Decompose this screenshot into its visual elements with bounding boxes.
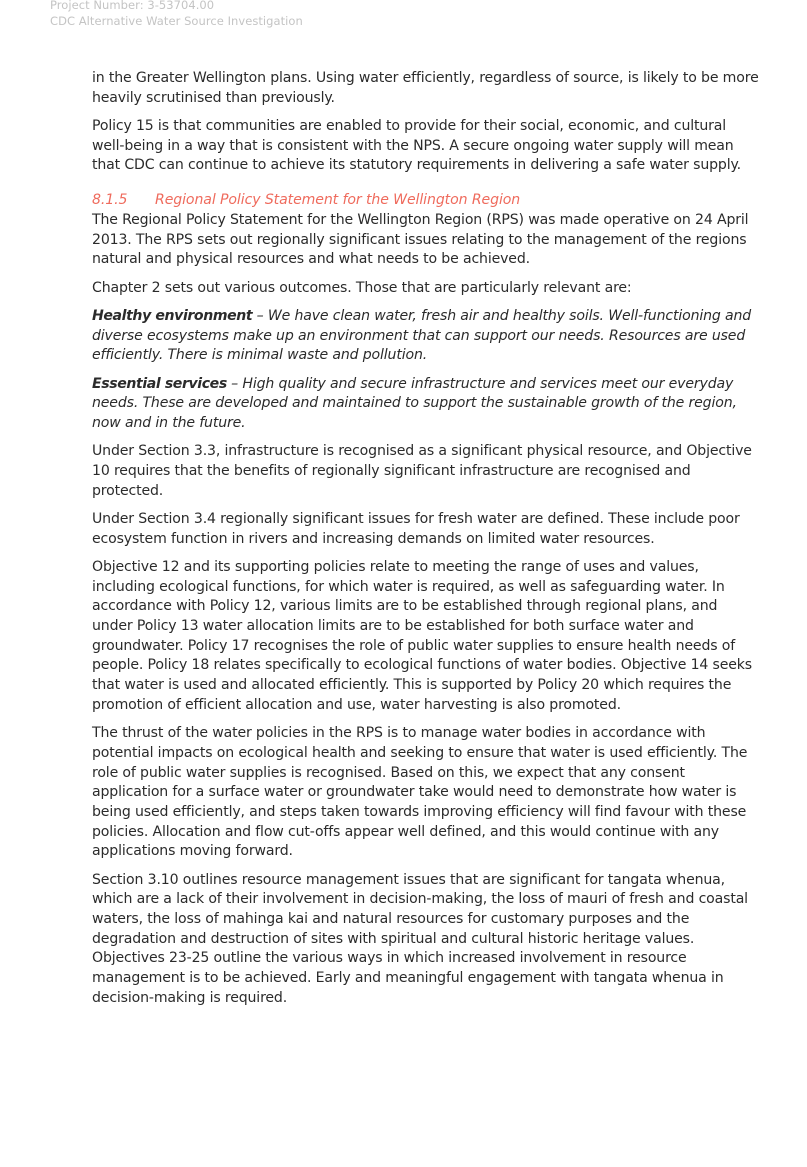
- paragraph: Chapter 2 sets out various outcomes. Those that are particularly relevant are:: [92, 279, 632, 296]
- section-title: Regional Policy Statement for the Wellington Region: [155, 192, 521, 209]
- section-heading: [92, 191, 760, 211]
- paragraph: The Regional Policy Statement for the Wellington Region (RPS) was made operative on 24 April 2013. The RPS sets out regionally significant issues relating to the management of the regions natural and physical resources and what needs to be achieved.: [92, 211, 749, 268]
- outcome-description: – We have clean water, fresh air and healthy soils. Well-functioning and diverse ecosystems make up an environment that can support our needs. Resources are used efficiently. There is minimal waste and pollution.: [92, 307, 752, 364]
- outcome-description: – High quality and secure infrastructure and services meet our everyday needs. These are developed and maintained to support the sustainable growth of the region, now and in the future.: [92, 375, 737, 431]
- paragraph: Objective 12 and its supporting policies relate to meeting the range of uses and values, including ecological functions, for which water is required, as well as safeguarding water. In accordance with Policy 12, various limits are to be established through regional plans, and under Policy 13 water allocation limits are to be established for both surface water and groundwater. Policy 17 recognises the role of public water supplies to ensure health needs of people. Policy 18 relates specifically to ecological functions of water bodies. Objective 14 seeks that water is used and allocated efficiently. This is supported by Policy 20 which requires the promotion of efficient allocation and use, water harvesting is also promoted.: [92, 558, 752, 713]
- paragraph: Under Section 3.4 regionally significant issues for fresh water are defined. These include poor ecosystem function in rivers and increasing demands on limited water resources.: [92, 510, 740, 547]
- document-body: [92, 69, 760, 1017]
- outcome-term: Healthy environment: [92, 307, 253, 324]
- outcome-term: Essential services: [92, 375, 227, 392]
- paragraph: Section 3.10 outlines resource management issues that are significant for tangata whenua, which are a lack of their involvement in decision-making, the loss of mauri of fresh and coastal waters, the loss of mahinga kai and natural resources for customary purposes and the degradation and destruction of sites with spiritual and cultural historic heritage values. Objectives 23-25 outline the various ways in which increased involvement in resource management is to be achieved. Early and meaningful engagement with tangata whenua in decision-making is required.: [92, 871, 748, 1006]
- paragraph: Policy 15 is that communities are enabled to provide for their social, economic, and cultural well-being in a way that is consistent with the NPS. A secure ongoing water supply will mean that CDC can continue to achieve its statutory requirements in delivering a safe water supply.: [92, 118, 741, 174]
- project-number: Project Number: 3-53704.00: [50, 0, 215, 12]
- outcome-healthy-environment: [92, 307, 760, 366]
- page-header: [50, 0, 303, 29]
- paragraph: The thrust of the water policies in the RPS is to manage water bodies in accordance with potential impacts on ecological health and seeking to ensure that water is used efficiently. The role of public water supplies is recognised. Based on this, we expect that any consent application for a surface water or groundwater take would need to demonstrate how water is being used efficiently, and steps taken towards improving efficiency will find favour with these policies. Allocation and flow cut-offs appear well defined, and this would continue with any applications moving forward.: [92, 725, 748, 860]
- section-number: 8.1.5: [92, 192, 128, 209]
- paragraph: in the Greater Wellington plans. Using water efficiently, regardless of source, is likely to be more heavily scrutinised than previously.: [92, 70, 759, 106]
- project-name: CDC Alternative Water Source Investigation: [50, 14, 303, 28]
- outcome-essential-services: [92, 375, 760, 434]
- paragraph: Under Section 3.3, infrastructure is recognised as a significant physical resource, and Objective 10 requires that the benefits of regionally significant infrastructure are recognised and protected.: [92, 443, 752, 499]
